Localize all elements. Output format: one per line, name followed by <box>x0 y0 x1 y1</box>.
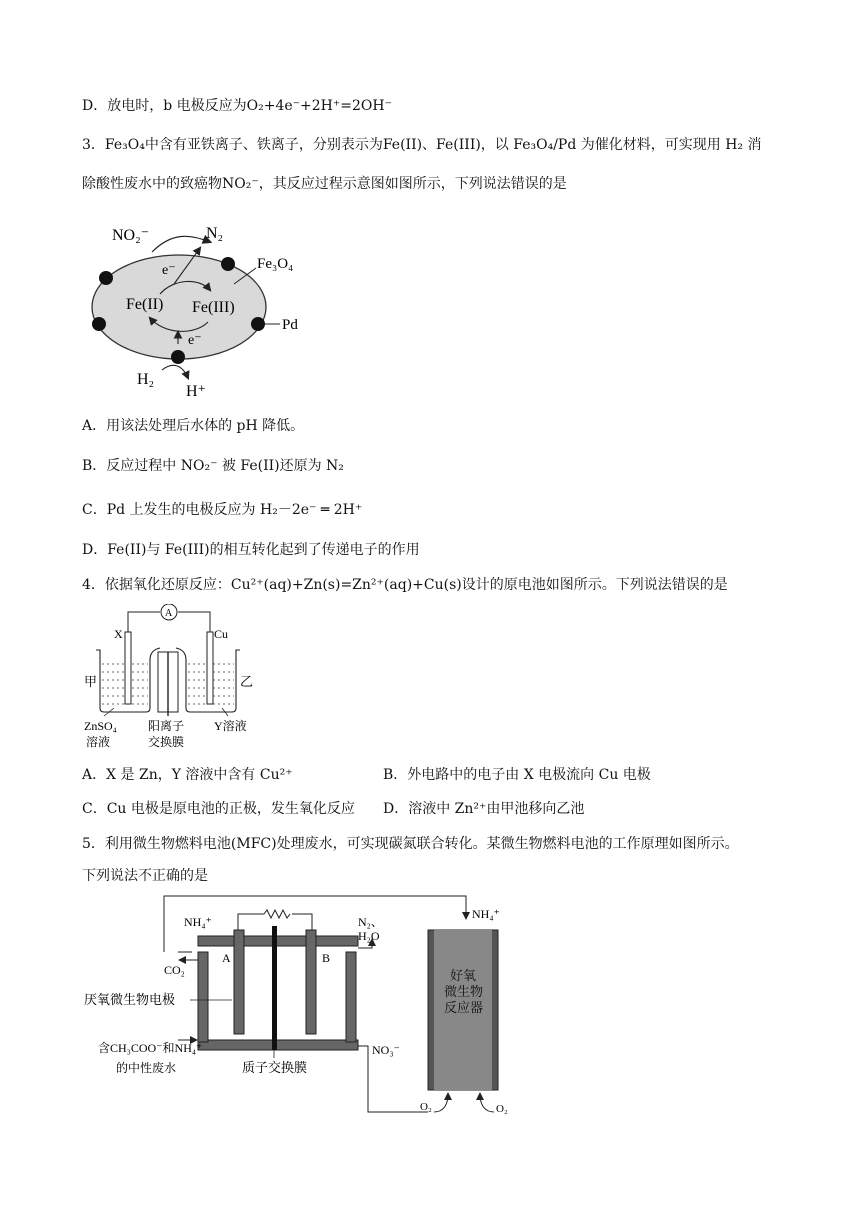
q4-option-c: C．Cu 电极是原电池的正极，发生氧化反应 <box>82 801 355 817</box>
electrode-cu-label: Cu <box>214 627 229 641</box>
ammonium-label: NH₄⁺ <box>184 915 212 929</box>
hplus-label: H⁺ <box>186 383 206 400</box>
electron-label: e⁻ <box>162 263 176 278</box>
pd-label: Pd <box>282 317 298 333</box>
resistor <box>264 910 290 918</box>
anaerobic-electrode-label: 厌氧微生物电极 <box>84 992 176 1007</box>
q3-option-b: B．反应过程中 NO₂⁻ 被 Fe(II)还原为 N₂ <box>82 458 344 474</box>
wastewater-label-line2: 的中性废水 <box>116 1061 177 1075</box>
fe3o4-particle <box>92 255 266 359</box>
y-solution-label: Y溶液 <box>214 719 247 733</box>
ammeter-label: A <box>165 608 173 619</box>
fe3-label: Fe(III) <box>192 299 235 316</box>
q3-stem-line1: 3．Fe₃O₄中含有亚铁离子、铁离子，分别表示为Fe(II)、Fe(III)，以 Fe₃O₄/Pd 为催化材料，可实现用 H₂ 消 <box>82 137 762 153</box>
reactor-label-line3: 反应器 <box>444 1000 484 1015</box>
pd-dot <box>171 350 185 364</box>
oxygen-label: O₂ <box>496 1103 508 1115</box>
cell-right-wall <box>346 952 356 1042</box>
cell-yi-label: 乙 <box>240 674 254 689</box>
q2-option-d: D．放电时，b 电极反应为O₂+4e⁻+2H⁺=2OH⁻ <box>82 98 392 114</box>
znso4-label: ZnSO₄ <box>84 719 117 733</box>
reactor-label-line2: 微生物 <box>444 984 484 999</box>
pd-dot <box>92 317 106 331</box>
cell-left-wall <box>198 952 208 1042</box>
q4-option-a: A．X 是 Zn，Y 溶液中含有 Cu²⁺ <box>82 767 293 783</box>
pd-dot <box>251 317 265 331</box>
electrode-a-label: A <box>222 951 231 965</box>
q4-option-d: D．溶液中 Zn²⁺由甲池移向乙池 <box>383 801 585 817</box>
solution-label: 溶液 <box>86 735 111 749</box>
electrode-b-label: B <box>322 951 331 965</box>
fe3o4-label: Fe₃O₄ <box>257 256 294 272</box>
h2-label: H₂ <box>137 371 155 388</box>
q5-stem-line2: 下列说法不正确的是 <box>82 868 208 884</box>
q3-option-d: D．Fe(II)与 Fe(III)的相互转化起到了传递电子的作用 <box>82 542 420 558</box>
q4-option-b: B．外电路中的电子由 X 电极流向 Cu 电极 <box>383 767 651 783</box>
electrode-cu <box>207 632 213 704</box>
q4-galvanic-cell-diagram <box>82 604 262 754</box>
q3-catalyst-diagram <box>82 212 322 402</box>
n2-label: N₂ <box>206 225 224 242</box>
pem-label: 质子交换膜 <box>242 1060 308 1075</box>
electrode-a <box>234 930 244 1034</box>
co2-label: CO₂ <box>164 963 185 977</box>
wastewater-label-line1: 含CH₃COO⁻和NH₄⁺ <box>98 1041 203 1055</box>
electrode-b <box>306 930 316 1034</box>
n2-h2o-label-line1: N₂、 <box>358 915 383 929</box>
proton-exchange-membrane <box>272 926 277 1050</box>
pd-dot <box>221 257 235 271</box>
nitrate-label: NO₃⁻ <box>372 1043 400 1057</box>
oxygen-label: O₂ <box>420 1101 432 1113</box>
q3-option-c: C．Pd 上发生的电极反应为 H₂－2e⁻ ═ 2H⁺ <box>82 502 363 518</box>
membrane-label-line1: 阳离子 <box>148 719 185 733</box>
q3-option-a: A．用该法处理后水体的 pH 降低。 <box>82 418 305 434</box>
q3-stem-line2: 除酸性废水中的致癌物NO₂⁻，其反应过程示意图如图所示，下列说法错误的是 <box>82 176 567 192</box>
cell-bottom <box>198 1040 358 1050</box>
electrode-x <box>125 632 131 704</box>
q4-stem: 4．依据氧化还原反应：Cu²⁺(aq)+Zn(s)=Zn²⁺(aq)+Cu(s)设计的原电池如图所示。下列说法错误的是 <box>82 577 728 593</box>
q5-stem-line1: 5．利用微生物燃料电池(MFC)处理废水，可实现碳氮联合转化。某微生物燃料电池的工作原理如图所示。 <box>82 836 739 852</box>
electrode-x-label: X <box>114 627 123 641</box>
electron-label: e⁻ <box>188 333 202 348</box>
ammonium-label-right: NH₄⁺ <box>472 907 500 921</box>
n2-h2o-label-line2: H₂O <box>358 929 380 943</box>
fe2-label: Fe(II) <box>126 296 164 313</box>
membrane-label-line2: 交换膜 <box>148 735 185 749</box>
pd-dot <box>99 271 113 285</box>
cell-jia-label: 甲 <box>84 674 98 689</box>
reactor-label-line1: 好氧 <box>450 968 477 983</box>
q5-mfc-diagram <box>82 890 522 1120</box>
nitrite-label: NO₂⁻ <box>112 227 150 244</box>
